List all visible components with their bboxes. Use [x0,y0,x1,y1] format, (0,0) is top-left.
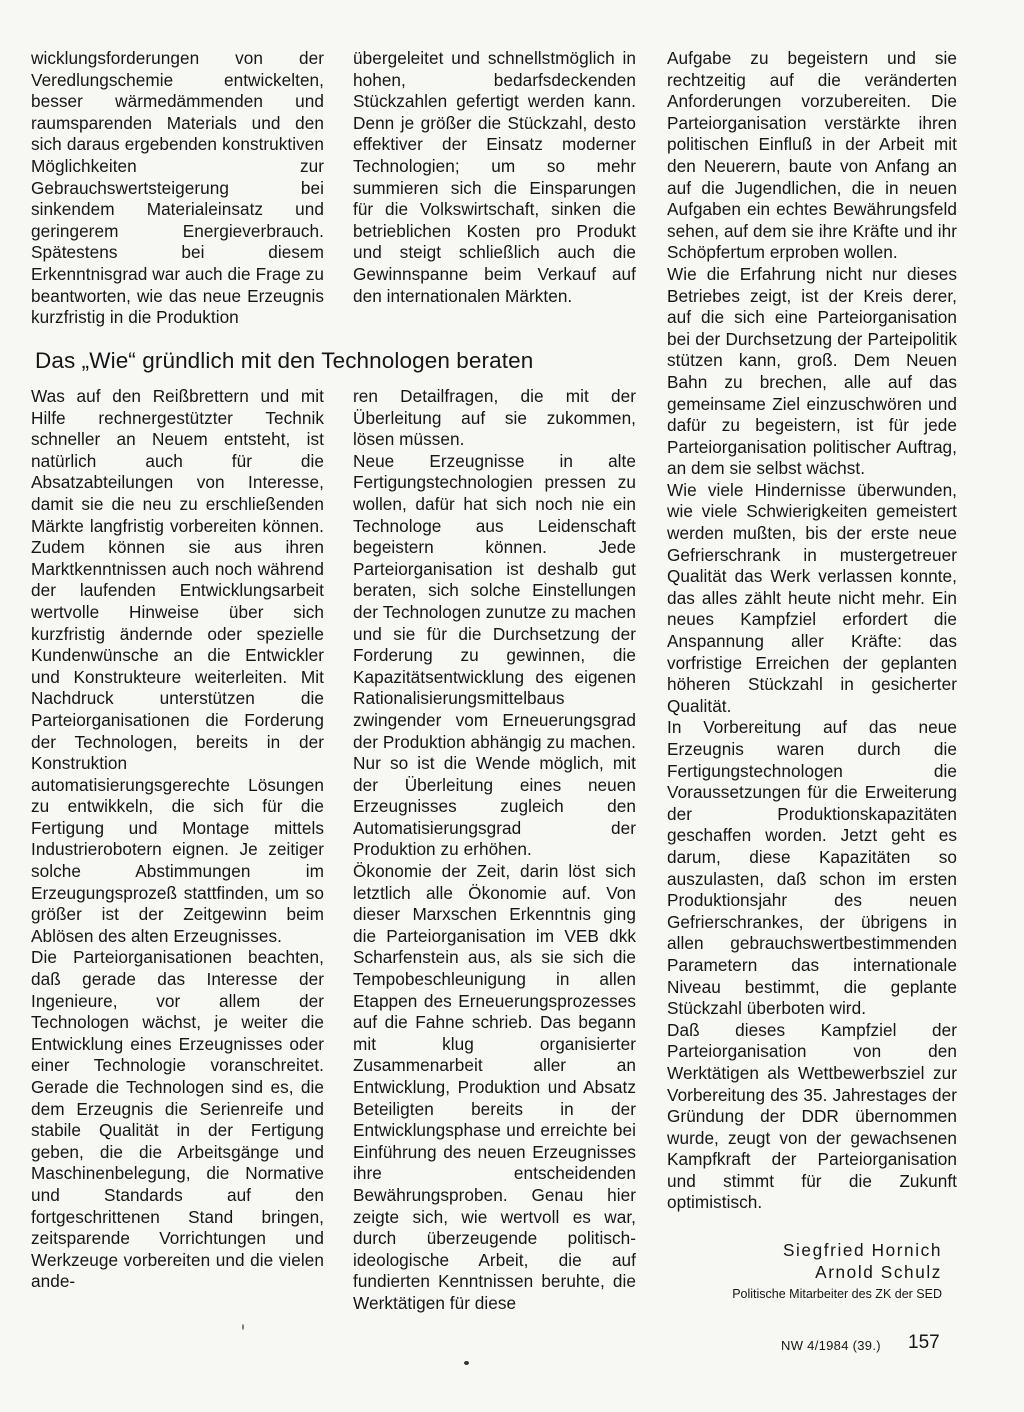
paragraph: Die Parteiorganisationen beachten, daß gerade das Interesse der Ingenieure, vor allem der Technologen wächst, je weiter die Entwicklung eines Erzeugnisses oder einer Technologie voranschreitet. Gerade die Technologen sind es, die dem Erzeugnis die Serienreife und stabile Qualität in der Fertigung geben, die die Arbeitsgänge und Maschinenbelegung, die Normative und Standards auf den fortgeschrittenen Stand bringen, zeitsparende Vorrichtungen und Werkzeuge vorbereiten und die vielen ande- [31,947,324,1292]
paragraph: Wie viele Hindernisse überwunden, wie viele Schwierigkeiten gemeistert werden mußten, bis der erste neue Gefrierschrank in mustergetreuer Qualität das Werk verlassen konnte, das alles zählt heute nicht mehr. Ein neues Kampfziel erfordert die Anspannung aller Kräfte: das vorfristige Erreichen der geplanten höheren Stückzahl in gesicherter Qualität. [667,479,957,716]
column-3 [667,48,957,1214]
paragraph: Was auf den Reißbrettern und mit Hilfe rechnergestützter Technik schneller an Neuem entsteht, ist natürlich auch für die Absatzabteilungen von Interesse, damit sie die neu zu erschließenden Märkte langfristig vorbereiten können. Zudem können sie aus ihren Marktkenntnissen auch noch während der laufenden Entwicklungsarbeit wertvolle Hinweise über sich kurzfristig ändernde oder spezielle Kundenwünsche an die Entwickler und Konstrukteure weiterleiten. Mit Nachdruck unterstützen die Parteiorganisationen die Forderung der Technologen, bereits in der Konstruktion automatisierungsgerechte Lösungen zu entwikkeln, die sich für die Fertigung und Montage mittels Industrierobotern eignen. Je zeitiger solche Abstimmungen im Erzeugungsprozeß stattfinden, um so größer ist der Zeitgewinn beim Ablösen des alten Erzeugnisses. [31,386,324,946]
author-name: Arnold Schulz [815,1262,942,1282]
scan-speck [242,1324,244,1330]
scan-speck [464,1361,469,1365]
column-2-body [353,386,636,1315]
paragraph: Daß dieses Kampfziel der Parteiorganisation von den Werktätigen als Wettbewerbsziel zur Vorbereitung des 35. Jahrestages der Gründung der DDR übernommen wurde, zeugt von der gewachsenen Kampfkraft der Parteiorganisation und stimmt für die Zukunft optimistisch. [667,1019,957,1213]
paragraph: Ökonomie der Zeit, darin löst sich letztlich alle Ökonomie auf. Von dieser Marxschen Erkenntnis ging die Parteiorganisation im VEB dkk Scharfenstein aus, als sie sich die Tempobeschleunigung in allen Etappen des Erneuerungsprozesses auf die Fahne schrieb. Das begann mit klug organisierter Zusammenarbeit aller an Entwicklung, Produktion und Absatz Beteiligten bereits in der Entwicklungsphase und erreichte bei Einführung des neuen Erzeugnisses ihre entscheidenden Bewährungsproben. Genau hier zeigte sich, wie wertvoll es war, durch überzeugende politisch-ideologische Arbeit, die auf fundierten Kenntnissen beruhte, die Werktätigen für diese [353,861,636,1313]
column-2-top-text [353,48,636,307]
paragraph: In Vorbereitung auf das neue Erzeugnis waren durch die Fertigungstechnologen die Voraussetzungen für die Erweiterung der Produktionskapazitäten geschaffen worden. Jetzt geht es darum, diese Kapazitäten so auszulasten, daß schon im ersten Produktionsjahr des neuen Gefrierschrankes, der übrigens in allen gebrauchswertbestimmenden Parametern das internationale Niveau bestimmt, die geplante Stückzahl überboten wird. [667,717,957,1019]
paragraph: Wie die Erfahrung nicht nur dieses Betriebes zeigt, ist der Kreis derer, auf die sich eine Parteiorganisation bei der Durchsetzung der Parteipolitik stützen kann, groß. Dem Neuen Bahn zu brechen, alle auf das gemeinsame Ziel einzuschwören und dafür zu begeistern, ist für jede Parteiorganisation politischer Auftrag, an dem sie selbst wächst. [667,263,957,479]
paragraph: ren Detailfragen, die mit der Überleitung auf sie zukommen, lösen müssen. [353,386,636,450]
section-heading: Das „Wie“ gründlich mit den Technologen beraten [35,348,534,373]
author-name: Siegfried Hornich [782,1240,942,1260]
paragraph: übergeleitet und schnellstmöglich in hohen, bedarfsdeckenden Stückzahlen gefertigt werden kann. Denn je größer die Stückzahl, desto effektiver der Einsatz moderner Technologien; um so mehr summieren sich die Einsparungen für die Volkswirtschaft, sinken die betrieblichen Kosten pro Produkt und steigt schließlich auch die Gewinnspanne beim Verkauf auf den internationalen Märkten. [353,48,636,306]
page-number: 157 [908,1332,940,1353]
paragraph: Neue Erzeugnisse in alte Fertigungstechnologien pressen zu wollen, dafür hat sich noch nie ein Technologe aus Leidenschaft begeistern können. Jede Parteiorganisation ist deshalb gut beraten, sich solche Einstellungen der Technologen zunutze zu machen und sie für die Durchsetzung der Forderung zu gewinnen, die Kapazitätsentwicklung des eigenen Rationalisierungsmittelbaus zwingender vom Erneuerungsgrad der Produktion abhängig zu machen. Nur so ist die Wende möglich, mit der Überleitung eines neuen Erzeugnisses zugleich den Automatisierungsgrad der Produktion zu erhöhen. [353,450,636,860]
column-1-top-text [31,48,324,329]
paragraph: Aufgabe zu begeistern und sie rechtzeitig auf die veränderten Anforderungen vorzubereiten. Die Parteiorganisation verstärkte ihren politischen Einfluß in der Arbeit mit den Neuerern, baute von Anfang an auf die Jugendlichen, die in neuen Aufgaben ein echtes Bewährungsfeld sehen, auf dem sie ihre Kräfte und ihr Schöpfertum erproben wollen. [667,48,957,263]
publication-reference: NW 4/1984 (39.) [781,1338,881,1353]
paragraph: wicklungsforderungen von der Veredlungschemie entwickelten, besser wärmedämmenden und raumsparenden Materials und den sich daraus ergebenden konstruktiven Möglichkeiten zur Gebrauchswertsteigerung bei sinkendem Materialeinsatz und geringerem Energieverbrauch. Spätestens bei diesem Erkenntnisgrad war auch die Frage zu beantworten, wie das neue Erzeugnis kurzfristig in die Produktion [31,48,324,328]
author-role: Politische Mitarbeiter des ZK der SED [732,1287,942,1301]
column-1-body [31,386,324,1293]
